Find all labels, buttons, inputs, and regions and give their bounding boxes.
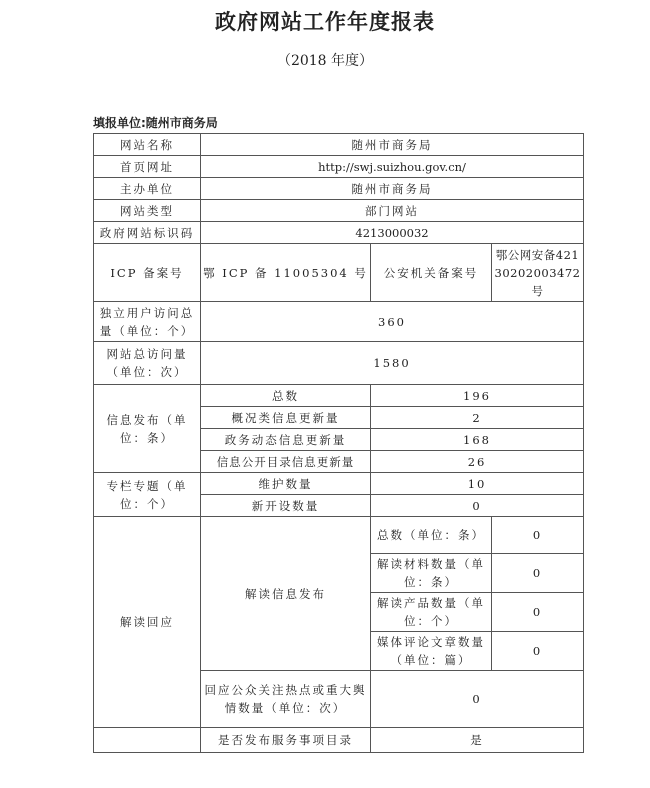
table-row	[94, 728, 584, 753]
item-value: 0	[492, 554, 584, 593]
sub-value: 26	[371, 451, 584, 473]
table-row	[94, 222, 584, 244]
row-value: 部门网站	[201, 200, 584, 222]
sub-label: 新开设数量	[201, 495, 371, 517]
item-value: 0	[492, 632, 584, 671]
page-title: 政府网站工作年度报表	[215, 10, 435, 34]
table-row	[94, 385, 584, 407]
report-year: （2018 年度）	[276, 53, 374, 69]
sub-value: 168	[371, 429, 584, 451]
item-label: 媒体评论文章数量（单位：篇）	[371, 632, 492, 671]
row-label: ICP 备案号	[94, 244, 201, 302]
table-row	[94, 156, 584, 178]
sub-label: 解读信息发布	[201, 517, 371, 671]
reporting-unit: 填报单位:随州市商务局	[93, 116, 218, 130]
sub-value: 是	[371, 728, 584, 753]
sub-label: 回应公众关注热点或重大舆情数量（单位：次）	[201, 671, 371, 728]
sub-value: 10	[371, 473, 584, 495]
report-table	[93, 133, 584, 753]
row-label: 首页网址	[94, 156, 201, 178]
table-row	[94, 517, 584, 554]
sub-value: 2	[371, 407, 584, 429]
row-value: 4213000032	[201, 222, 584, 244]
table-row	[94, 302, 584, 342]
table-row	[94, 473, 584, 495]
item-label: 总数（单位：条）	[371, 517, 492, 554]
sub-value: 0	[371, 495, 584, 517]
police-label: 公安机关备案号	[371, 244, 492, 302]
item-value: 0	[492, 517, 584, 554]
row-value: 随州市商务局	[201, 178, 584, 200]
sub-label: 是否发布服务事项目录	[201, 728, 371, 753]
sub-label: 政务动态信息更新量	[201, 429, 371, 451]
row-label: 主办单位	[94, 178, 201, 200]
icp-value: 鄂 ICP 备 11005304 号	[201, 244, 371, 302]
item-value: 0	[492, 593, 584, 632]
row-label: 信息发布（单位：条）	[94, 385, 201, 473]
sub-label: 维护数量	[201, 473, 371, 495]
table-row	[94, 178, 584, 200]
sub-label: 信息公开目录信息更新量	[201, 451, 371, 473]
row-label: 网站类型	[94, 200, 201, 222]
homepage-link[interactable]: http://swj.suizhou.gov.cn/	[201, 156, 584, 178]
sub-label: 概况类信息更新量	[201, 407, 371, 429]
table-row	[94, 244, 584, 302]
police-value: 鄂公网安备42130202003472 号	[492, 244, 584, 302]
row-label: 专栏专题（单位：个）	[94, 473, 201, 517]
row-value: 360	[201, 302, 584, 342]
row-value: 1580	[201, 342, 584, 385]
sub-value: 0	[371, 671, 584, 728]
table-row	[94, 342, 584, 385]
row-value: 随州市商务局	[201, 134, 584, 156]
item-label: 解读材料数量（单位：条）	[371, 554, 492, 593]
table-row	[94, 200, 584, 222]
row-label: 网站总访问量（单位：次）	[94, 342, 201, 385]
row-label: 网站名称	[94, 134, 201, 156]
row-label: 解读回应	[94, 517, 201, 728]
sub-value: 196	[371, 385, 584, 407]
row-label: 政府网站标识码	[94, 222, 201, 244]
item-label: 解读产品数量（单位：个）	[371, 593, 492, 632]
empty-cell	[94, 728, 201, 753]
row-label: 独立用户访问总量（单位：个）	[94, 302, 201, 342]
table-row	[94, 134, 584, 156]
sub-label: 总数	[201, 385, 371, 407]
